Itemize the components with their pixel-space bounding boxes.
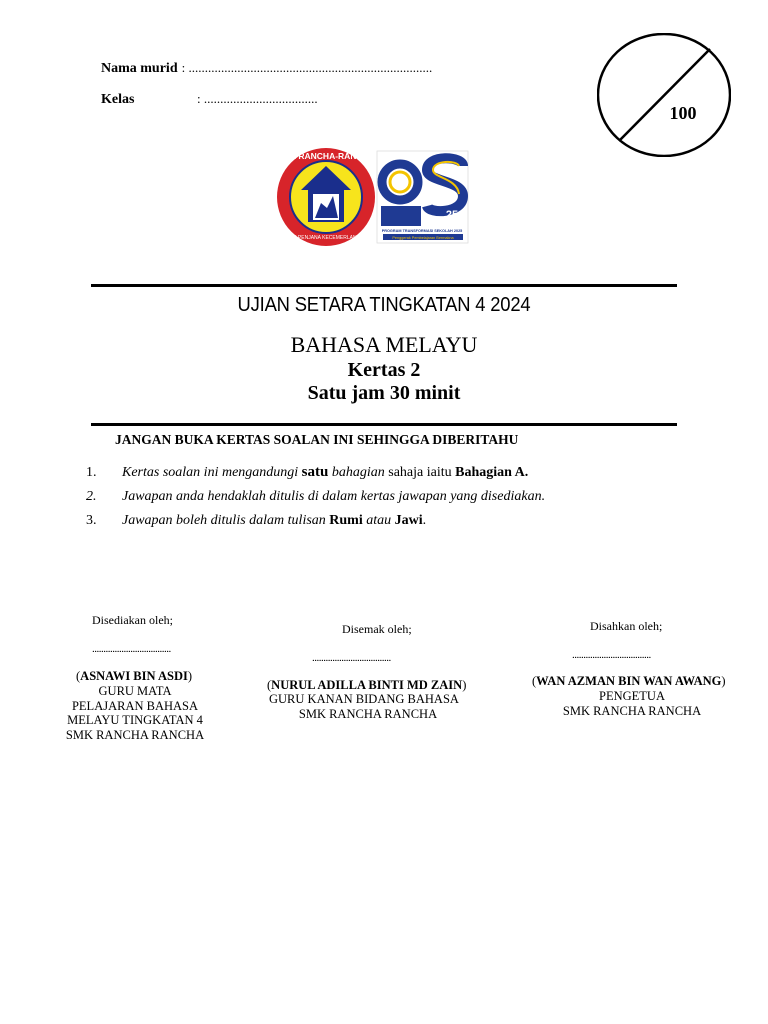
- approved-by-name: (WAN AZMAN BIN WAN AWANG): [532, 674, 726, 688]
- instruction-item: [86, 513, 426, 529]
- student-name-field: [101, 59, 432, 77]
- instruction-item: [86, 489, 545, 505]
- role-line: GURU KANAN BIDANG BAHASA: [269, 692, 459, 706]
- reviewed-by-role: [262, 692, 474, 721]
- role-line: SMK RANCHA RANCHA: [562, 703, 702, 718]
- student-name-dots: : ...........................................................................: [181, 60, 433, 75]
- instruction-text: Jawapan anda hendaklah ditulis di dalam kertas jawapan yang disediakan.: [122, 489, 546, 504]
- school-seal-logo: [277, 148, 375, 246]
- class-field: [101, 90, 318, 108]
- program-logo-number: 25: [445, 209, 459, 221]
- instruction-number: 3.: [86, 513, 97, 528]
- reviewed-by-name-text: NURUL ADILLA BINTI MD ZAIN: [271, 678, 463, 692]
- class-label: Kelas: [101, 92, 135, 107]
- instruction-text: Kertas soalan ini mengandungi: [122, 465, 302, 480]
- role-line: PENGETUA: [599, 689, 665, 703]
- school-motto: ILMU PENJANA KECEMERLANGAN: [284, 235, 368, 241]
- role-line: MELAYU TINGKATAN 4: [67, 713, 203, 727]
- role-line: SMK RANCHA RANCHA: [298, 706, 438, 721]
- instruction-number: 1.: [86, 465, 97, 480]
- approved-by-name-text: WAN AZMAN BIN WAN AWANG: [536, 674, 722, 688]
- role-line: GURU MATA: [98, 684, 172, 698]
- instruction-text: atau: [362, 513, 395, 528]
- paper-number: Kertas 2: [347, 359, 421, 381]
- instruction-number: 2.: [86, 489, 97, 504]
- instruction-text: sahaja iaitu: [384, 465, 456, 480]
- subject-title: BAHASA MELAYU: [290, 332, 478, 357]
- instruction-punct: .: [524, 465, 529, 480]
- reviewed-by-name: (NURUL ADILLA BINTI MD ZAIN): [267, 678, 467, 692]
- role-line: SMK RANCHA RANCHA: [65, 727, 205, 742]
- class-dots: : ...................................: [197, 91, 318, 106]
- instruction-text: Jawapan boleh ditulis dalam tulisan: [122, 513, 330, 528]
- top-divider: [91, 284, 677, 287]
- prepared-by-caption: Disediakan oleh;: [92, 613, 173, 627]
- prepared-by-signature-line: ...................................: [92, 643, 171, 655]
- instruction-emphasis: satu: [301, 464, 329, 480]
- reviewed-by-signature-line: ...................................: [312, 652, 391, 664]
- instruction-emphasis: Rumi: [329, 513, 363, 528]
- reviewed-by-caption: Disemak oleh;: [342, 622, 412, 636]
- score-circle: [597, 33, 731, 157]
- program-logo: [377, 151, 468, 243]
- exam-duration: Satu jam 30 minit: [307, 382, 461, 404]
- warning-text: JANGAN BUKA KERTAS SOALAN INI SEHINGGA DIBERITAHU: [115, 432, 519, 447]
- instruction-text: bahagian: [328, 465, 385, 480]
- approved-by-signature-line: ...................................: [572, 649, 651, 661]
- bottom-divider: [91, 423, 677, 426]
- program-logo-text: PROGRAM TRANSFORMASI SEKOLAH 2025: [381, 229, 463, 233]
- prepared-by-name: (ASNAWI BIN ASDI): [76, 669, 193, 683]
- student-name-label: Nama murid: [101, 61, 178, 76]
- prepared-by-role: [55, 684, 215, 742]
- role-line: PELAJARAN BAHASA: [71, 698, 199, 713]
- instruction-emphasis: Jawi: [394, 513, 423, 528]
- exam-title: UJIAN SETARA TINGKATAN 4 2024: [237, 294, 531, 316]
- instruction-emphasis: Bahagian A: [455, 465, 525, 480]
- approved-by-role: [547, 689, 717, 718]
- prepared-by-name-text: ASNAWI BIN ASDI: [80, 669, 188, 683]
- logos: [277, 148, 472, 246]
- total-marks: 100: [669, 103, 697, 123]
- school-seal-text: SMK RANCHA-RANCHA: [277, 151, 375, 161]
- program-logo-subtext: Penggerak Pembelajaran Bermakna: [392, 236, 454, 240]
- instruction-punct: .: [422, 513, 427, 528]
- instruction-item: [86, 464, 528, 481]
- approved-by-caption: Disahkan oleh;: [590, 619, 663, 633]
